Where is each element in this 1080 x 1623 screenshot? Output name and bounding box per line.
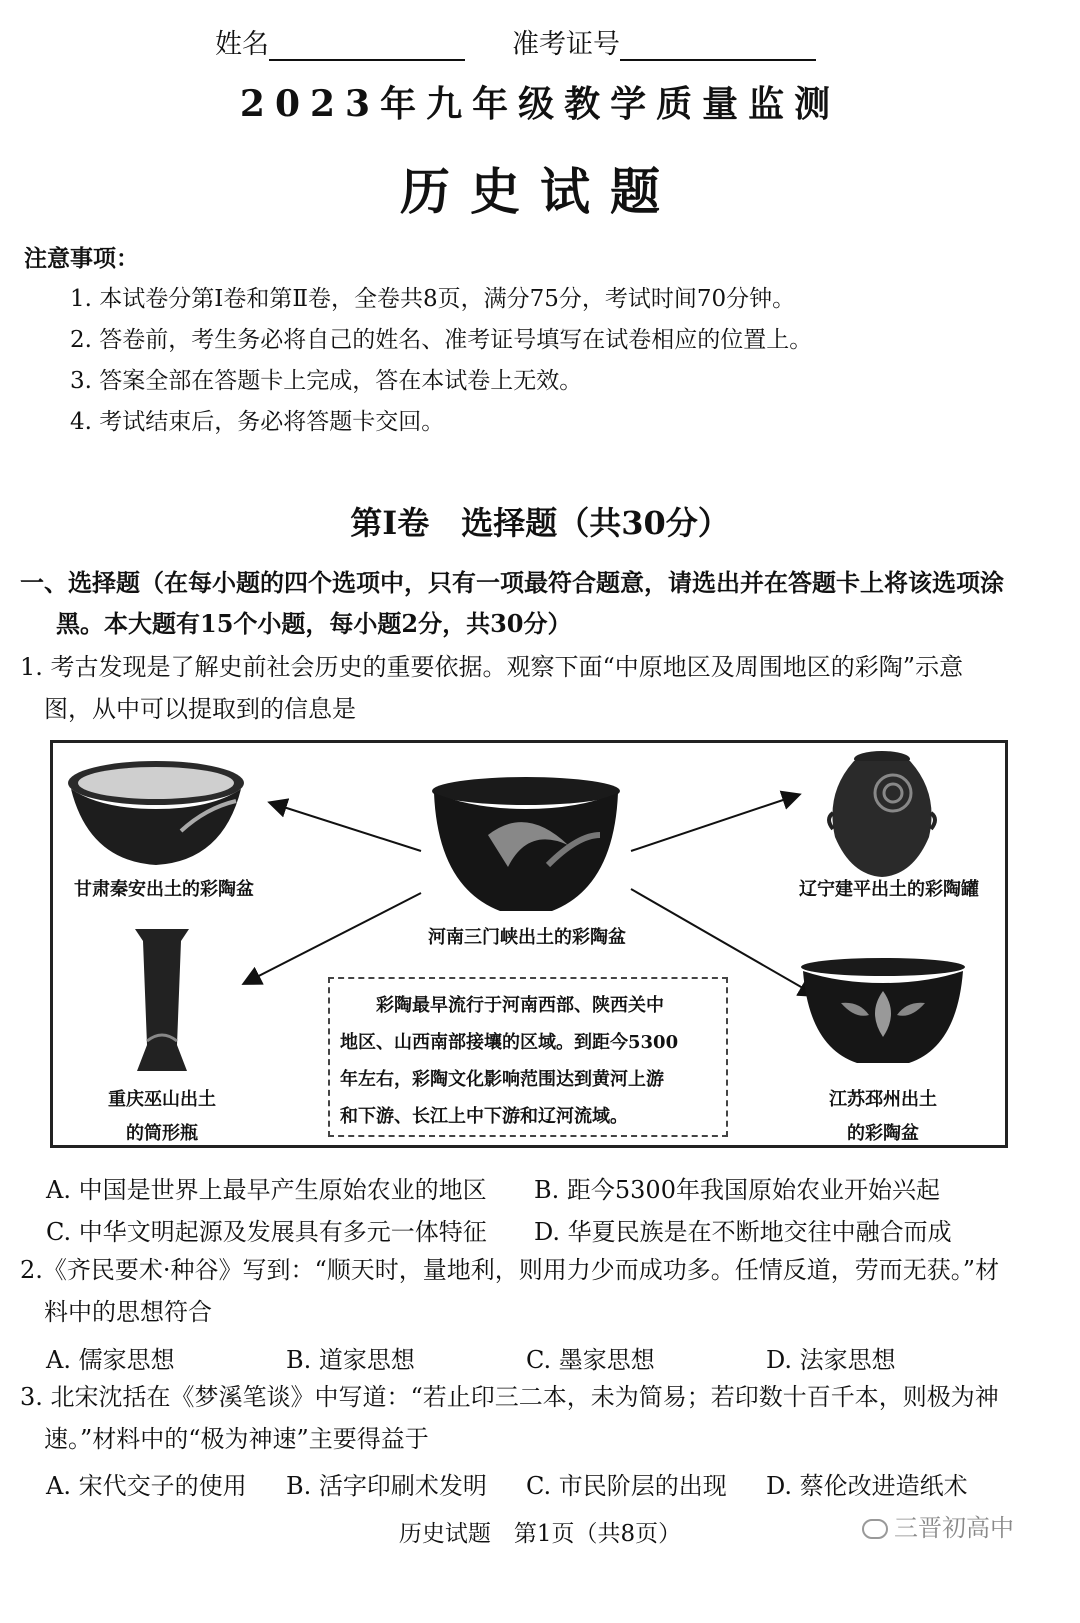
- name-blank: [269, 59, 465, 61]
- q3-option-b: B. 活字印刷术发明: [286, 1472, 487, 1500]
- name-field: [215, 22, 465, 61]
- section-title: 第Ⅰ卷 选择题（共30分）: [350, 504, 730, 542]
- watermark-text: 三晋初高中: [894, 1514, 1014, 1542]
- watermark: [862, 1508, 1014, 1543]
- henan-pottery-basin-image: [428, 775, 624, 917]
- question-2-text: 2.《齐民要术·种谷》写到：“顺天时，量地利，则用力少而成功多。任情反道，劳而无获。”材: [20, 1256, 1000, 1284]
- note-line: 年左右，彩陶文化影响范围达到黄河上游: [340, 1069, 664, 1090]
- caption-henan: 河南三门峡出土的彩陶盆: [428, 927, 626, 948]
- id-field: [512, 22, 816, 61]
- q2-option-d: D. 法家思想: [766, 1346, 896, 1374]
- chongqing-cylindrical-vase-image: [131, 925, 193, 1075]
- q1-option-a: A. 中国是世界上最早产生原始农业的地区: [46, 1176, 487, 1204]
- jiangsu-pottery-basin-image: [797, 957, 969, 1067]
- caption-gansu: 甘肃秦安出土的彩陶盆: [74, 879, 254, 900]
- pottery-note: [328, 977, 728, 1137]
- part-instruction: 黑。本大题有15个小题，每小题2分，共30分）: [56, 609, 572, 638]
- question-3-text: 3. 北宋沈括在《梦溪笔谈》中写道：“若止印三二本，未为简易；若印数十百千本，则极为神: [20, 1383, 999, 1411]
- q1-option-c: C. 中华文明起源及发展具有多元一体特征: [46, 1218, 487, 1246]
- caption-jiangsu-line: 的彩陶盆: [847, 1123, 919, 1144]
- page-footer: 历史试题 第1页（共8页）: [398, 1521, 682, 1547]
- id-blank: [620, 59, 816, 61]
- caption-jiangsu: [797, 1083, 969, 1151]
- q3-option-a: A. 宋代交子的使用: [46, 1472, 247, 1500]
- question-1-text: 图，从中可以提取到的信息是: [44, 695, 356, 723]
- note-line: 彩陶最早流行于河南西部、陕西关中: [376, 995, 664, 1016]
- notice-heading: 注意事项：: [24, 245, 139, 272]
- gansu-pottery-basin-image: [61, 753, 251, 871]
- exam-title: 2023年九年级教学质量监测: [239, 83, 841, 125]
- subject-title: 历史试题: [400, 162, 680, 221]
- name-label: 姓名: [215, 29, 269, 60]
- q1-option-d: D. 华夏民族是在不断地交往中融合而成: [534, 1218, 952, 1246]
- wechat-icon: [862, 1519, 888, 1539]
- notice-item: 2. 答卷前，考生务必将自己的姓名、准考证号填写在试卷相应的位置上。: [70, 327, 813, 353]
- notice-item: 3. 答案全部在答题卡上完成，答在本试卷上无效。: [70, 368, 583, 394]
- caption-chongqing: [77, 1083, 247, 1151]
- caption-jiangsu-line: 江苏邳州出土: [829, 1089, 937, 1110]
- note-line: 和下游、长江上中下游和辽河流域。: [340, 1106, 628, 1127]
- id-label: 准考证号: [512, 29, 620, 60]
- q3-option-c: C. 市民阶层的出现: [526, 1472, 727, 1500]
- note-line: 地区、山西南部接壤的区域。到距今5300: [340, 1032, 679, 1053]
- part-instruction: 一、选择题（在每小题的四个选项中，只有一项最符合题意，请选出并在答题卡上将该选项涂: [20, 568, 1004, 597]
- pottery-figure: [50, 740, 1008, 1148]
- q2-option-c: C. 墨家思想: [526, 1346, 655, 1374]
- q2-option-a: A. 儒家思想: [46, 1346, 175, 1374]
- notice-item: 4. 考试结束后，务必将答题卡交回。: [70, 409, 445, 435]
- caption-liaoning: 辽宁建平出土的彩陶罐: [799, 879, 979, 900]
- question-1-text: 1. 考古发现是了解史前社会历史的重要依据。观察下面“中原地区及周围地区的彩陶”示意: [20, 653, 964, 681]
- q3-option-d: D. 蔡伦改进造纸术: [766, 1472, 968, 1500]
- arrow-bottom-left: [245, 893, 421, 983]
- arrow-top-left: [271, 803, 421, 851]
- question-3-text: 速。”材料中的“极为神速”主要得益于: [44, 1425, 429, 1453]
- q1-option-b: B. 距今5300年我国原始农业开始兴起: [534, 1176, 940, 1204]
- liaoning-pottery-jar-image: [821, 749, 943, 879]
- question-2-text: 料中的思想符合: [44, 1298, 212, 1326]
- caption-chongqing-line: 重庆巫山出土: [108, 1089, 216, 1110]
- q2-option-b: B. 道家思想: [286, 1346, 415, 1374]
- caption-chongqing-line: 的筒形瓶: [126, 1123, 198, 1144]
- notice-item: 1. 本试卷分第Ⅰ卷和第Ⅱ卷，全卷共8页，满分75分，考试时间70分钟。: [70, 286, 796, 312]
- arrow-top-right: [631, 795, 798, 851]
